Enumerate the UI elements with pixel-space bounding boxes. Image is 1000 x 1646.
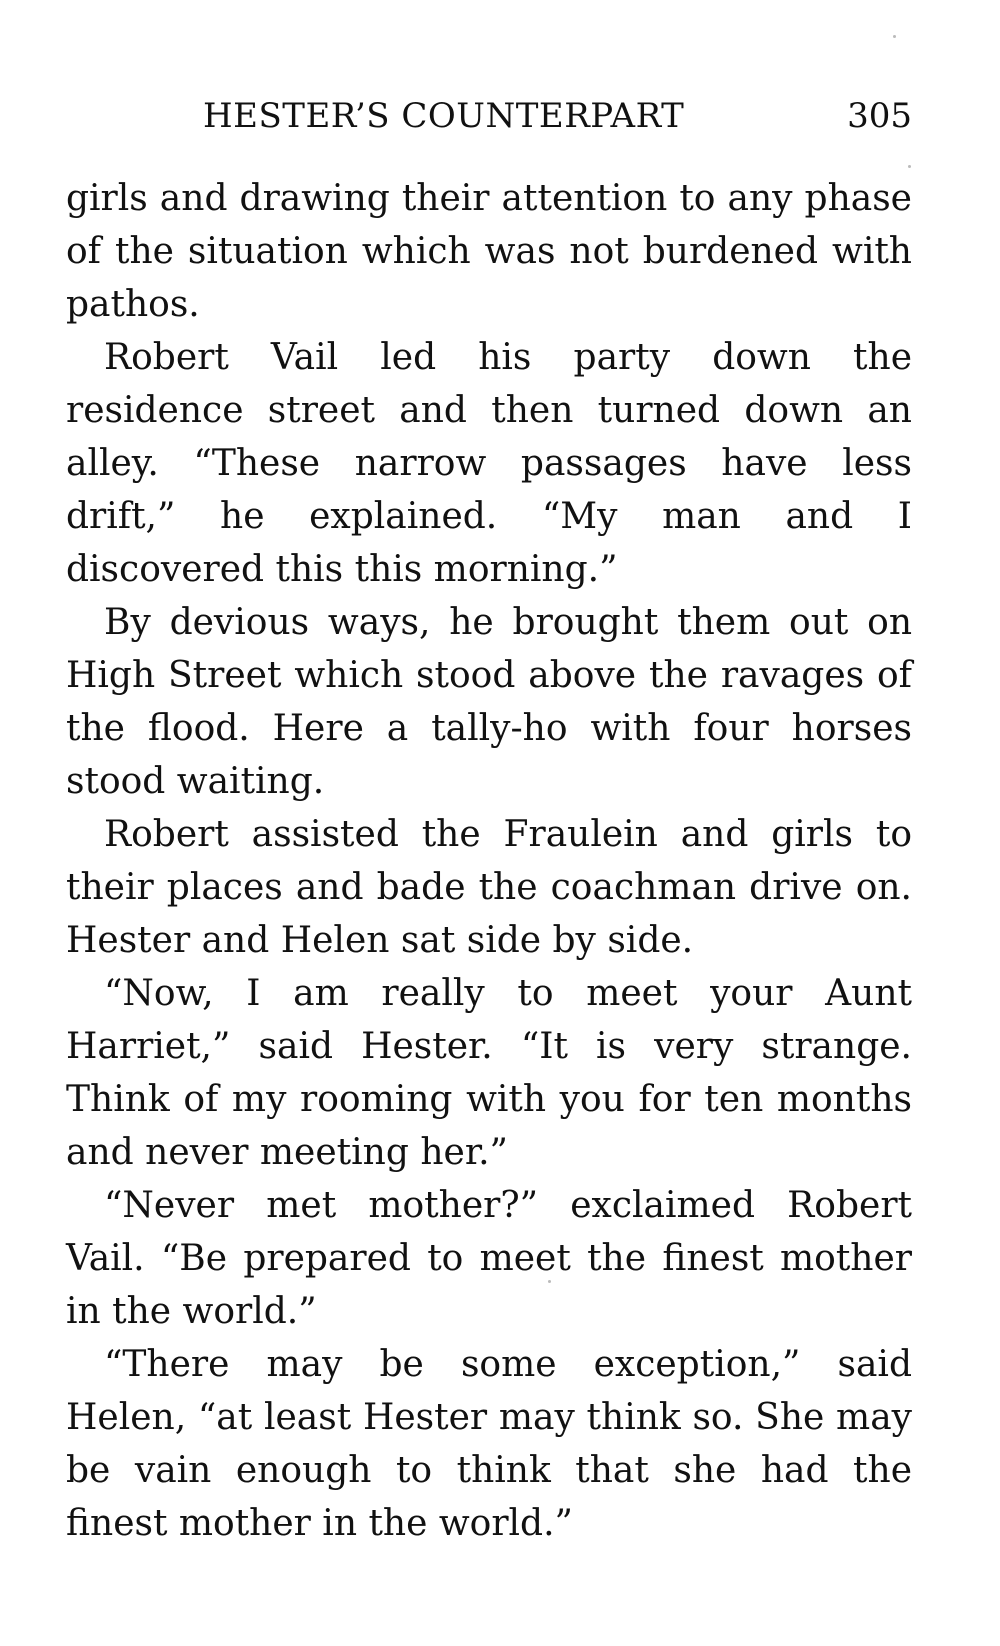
paragraph: “Never met mother?” exclaimed Robert Vail. “Be prepared to meet the finest mother in the world.” xyxy=(66,1185,912,1332)
paragraph: By devious ways, he brought them out on High Street which stood above the ravages of the flood. Here a tally-ho with four horses stood waiting. xyxy=(66,602,912,802)
running-title: HESTER’S COUNTERPART xyxy=(203,96,685,136)
paper-speck xyxy=(893,35,896,38)
paper-speck xyxy=(548,1280,551,1283)
paragraph: Robert Vail led his party down the residence street and then turned down an alley. “These narrow passages have less drift,” he explained. “My man and I discovered this this morning.” xyxy=(66,337,912,590)
paper-speck xyxy=(908,165,911,168)
page-number: 305 xyxy=(847,96,912,136)
body-text xyxy=(66,172,912,1550)
paragraph: girls and drawing their attention to any phase of the situation which was not burdened with pathos. xyxy=(66,178,912,325)
paragraph: “There may be some exception,” said Helen, “at least Hester may think so. She may be vain enough to think that she had the finest mother in the world.” xyxy=(66,1344,912,1544)
page-header xyxy=(66,96,912,146)
paragraph: “Now, I am really to meet your Aunt Harriet,” said Hester. “It is very strange. Think of my rooming with you for ten months and never meeting her.” xyxy=(66,973,912,1173)
paragraph: Robert assisted the Fraulein and girls to their places and bade the coachman drive on. Hester and Helen sat side by side. xyxy=(66,814,912,961)
